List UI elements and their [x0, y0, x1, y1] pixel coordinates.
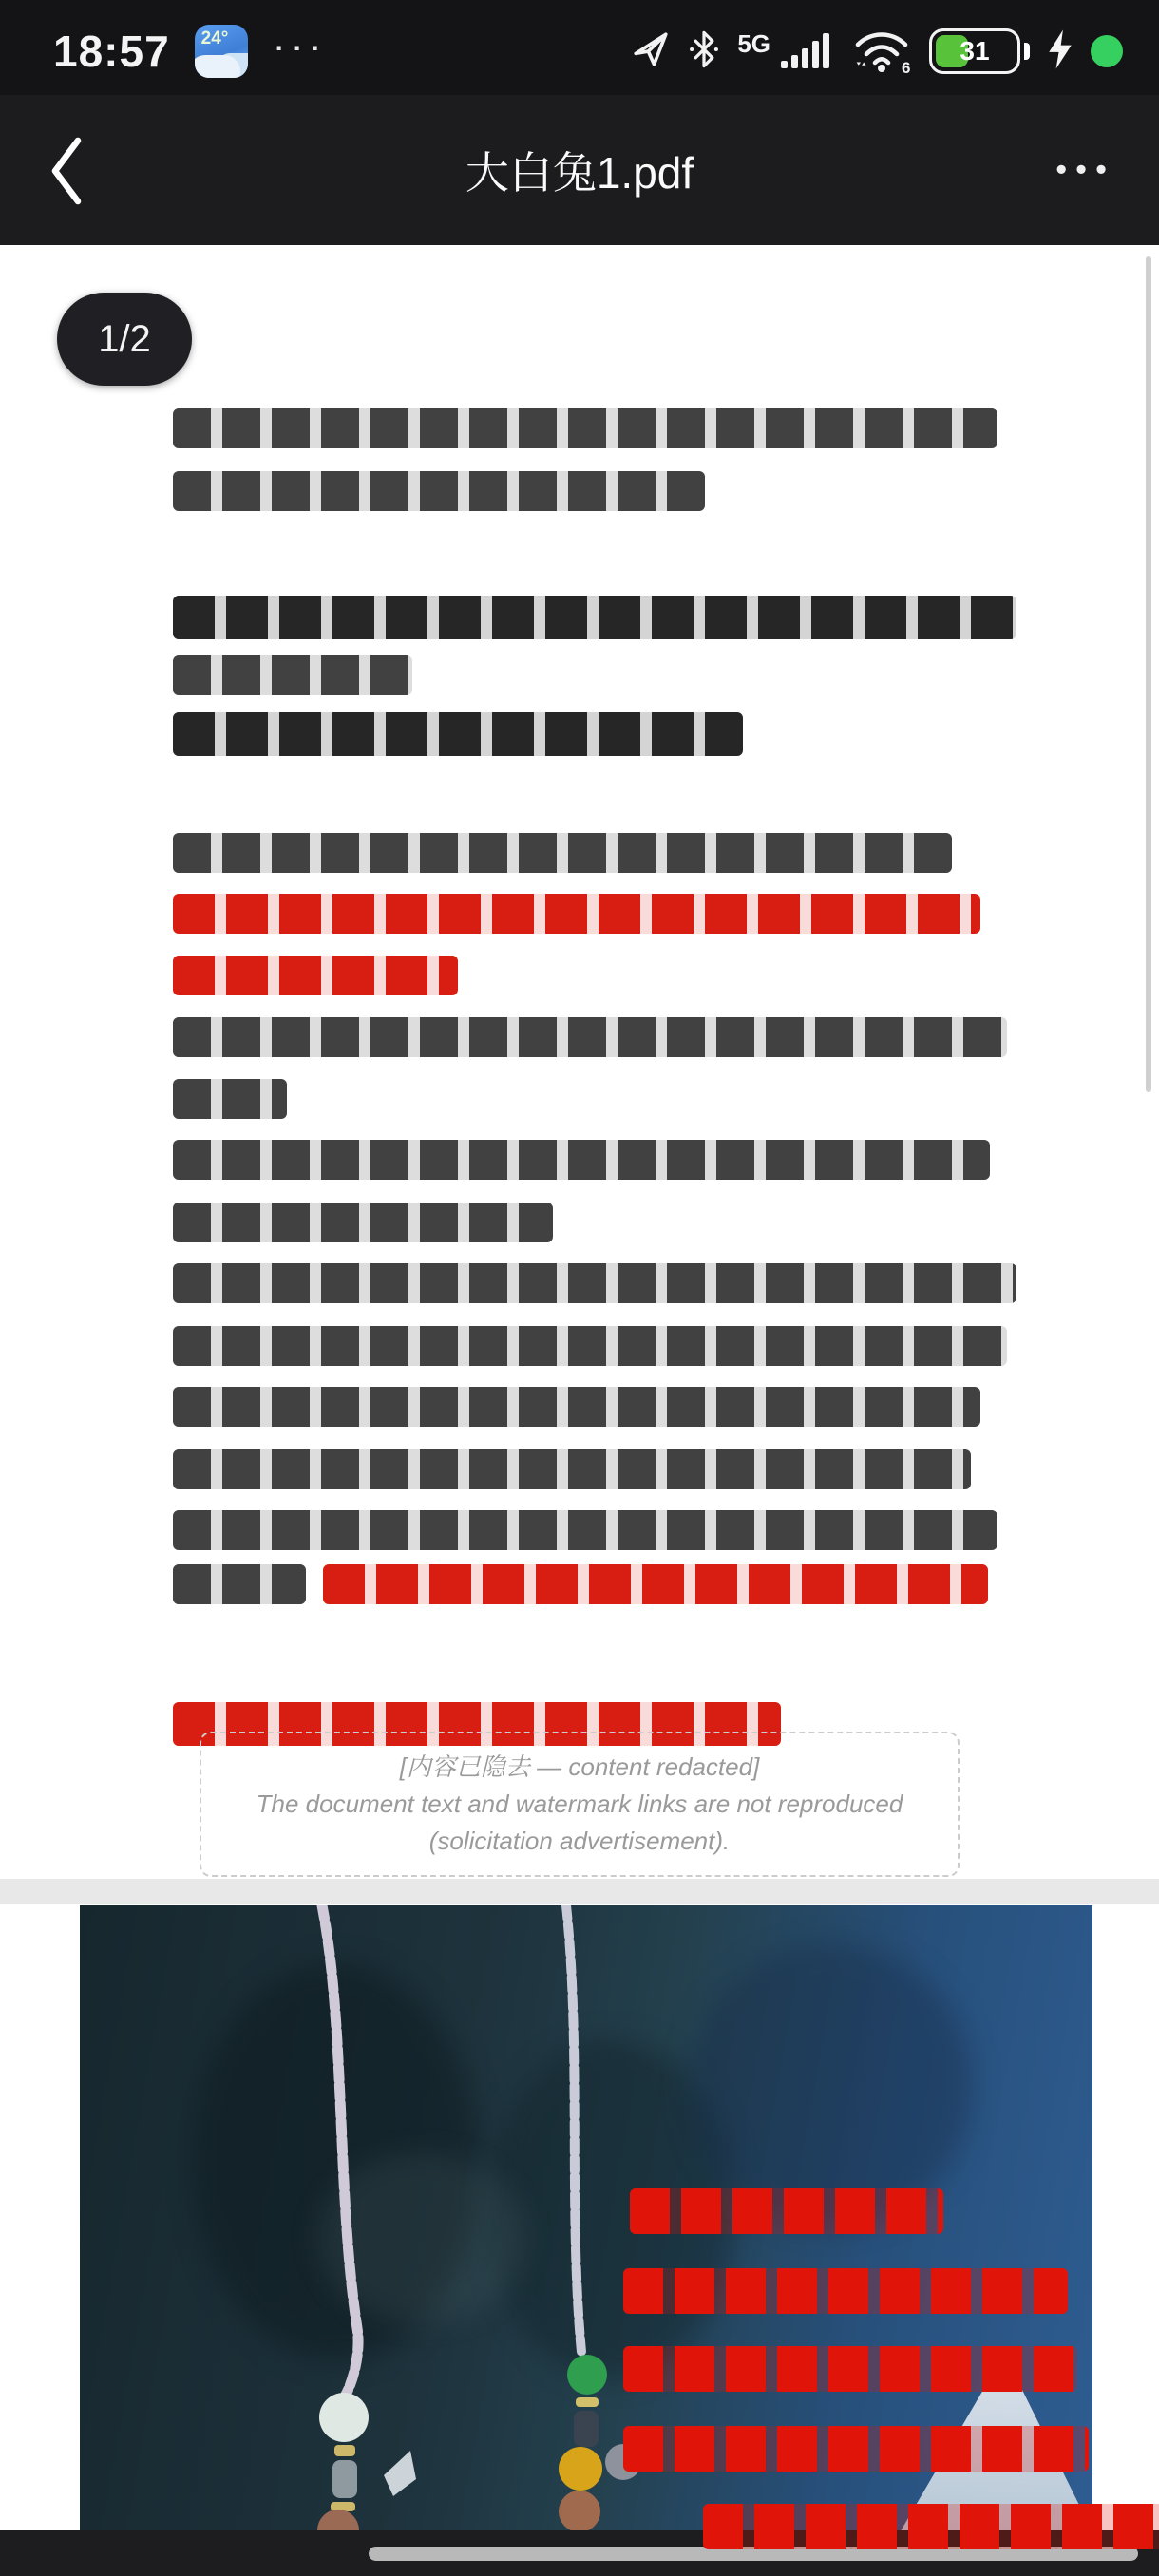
bead-brown: [559, 2491, 600, 2532]
attachment-photo: [80, 1905, 1092, 2576]
weather-notification-icon: [195, 25, 248, 78]
leaf-charm: [384, 2451, 416, 2496]
redacted-text-line: [173, 1263, 1016, 1303]
redacted-text-line: [173, 408, 998, 448]
necklace-cord: [322, 1905, 358, 2395]
back-button[interactable]: [46, 135, 87, 207]
pdf-viewer-header: [0, 95, 1159, 245]
redacted-text-line: [173, 1564, 306, 1604]
redacted-text-line: [173, 596, 1016, 639]
cloud-icon: [195, 55, 240, 78]
network-type-label: 5G: [737, 28, 770, 58]
redacted-text-line: [173, 655, 412, 695]
redacted-text-line: [173, 1510, 998, 1550]
redacted-text-line: [173, 712, 743, 756]
clock-label: 18:57: [53, 27, 170, 76]
document-title: 大白兔1.pdf: [465, 148, 694, 198]
redacted-text-line: [173, 833, 952, 873]
redacted-text-line: [173, 1079, 287, 1119]
redacted-watermark-link: [703, 2504, 1159, 2549]
vertical-scrollbar[interactable]: [1146, 256, 1151, 1092]
svg-text:6: 6: [902, 58, 911, 73]
charging-status-dot-icon: [1091, 35, 1123, 67]
redacted-watermark-link: [623, 2346, 1077, 2392]
redacted-watermark-link: [623, 2426, 1089, 2472]
redacted-text-line: [173, 471, 705, 511]
pdf-page-1: [0, 245, 1159, 1879]
bead-tube: [574, 2411, 598, 2447]
redaction-notice-title: [内容已隐去 — content redacted]: [399, 1752, 760, 1781]
redacted-text-line: [173, 1017, 1007, 1057]
bead-yellow: [559, 2447, 602, 2491]
page-indicator-badge: 1/2: [57, 293, 192, 386]
redacted-text-line: [173, 1140, 990, 1180]
redaction-notice-body: The document text and watermark links are not reproduced (solicitation advertisement).: [256, 1790, 903, 1855]
bead-tube: [332, 2460, 357, 2498]
redacted-watermark-link: [623, 2268, 1068, 2314]
weather-temp-label: 24°: [200, 28, 229, 48]
wifi-icon: [850, 26, 913, 78]
redacted-watermark-line: [630, 2188, 943, 2234]
charging-bolt-icon: [1046, 28, 1074, 75]
redacted-text-line-red: [173, 894, 980, 934]
redacted-text-line: [173, 1387, 980, 1427]
battery-cap: [1024, 43, 1030, 60]
redacted-text-line-red: [173, 956, 458, 995]
redacted-text-line: [173, 1449, 971, 1489]
redacted-text-line-red: [323, 1564, 988, 1604]
redacted-text-line: [173, 1203, 553, 1242]
battery-indicator: [929, 28, 1020, 74]
bead-spacer: [334, 2445, 355, 2456]
bead-spacer: [576, 2397, 598, 2407]
location-arrow-icon: [631, 29, 671, 74]
redaction-notice: [200, 1732, 960, 1877]
status-bar: [0, 0, 1159, 95]
bead-green: [567, 2355, 607, 2395]
bluetooth-icon: [687, 28, 721, 75]
redacted-text-line: [173, 1326, 1007, 1366]
more-notifications-icon: ···: [272, 22, 327, 67]
overflow-menu-button[interactable]: •••: [1055, 151, 1115, 188]
signal-bars-icon: [779, 28, 834, 75]
bead-white: [319, 2393, 369, 2442]
pdf-page-2: [0, 1904, 1159, 2576]
necklace-cord: [566, 1905, 581, 2352]
battery-percent-label: 31: [960, 36, 990, 66]
